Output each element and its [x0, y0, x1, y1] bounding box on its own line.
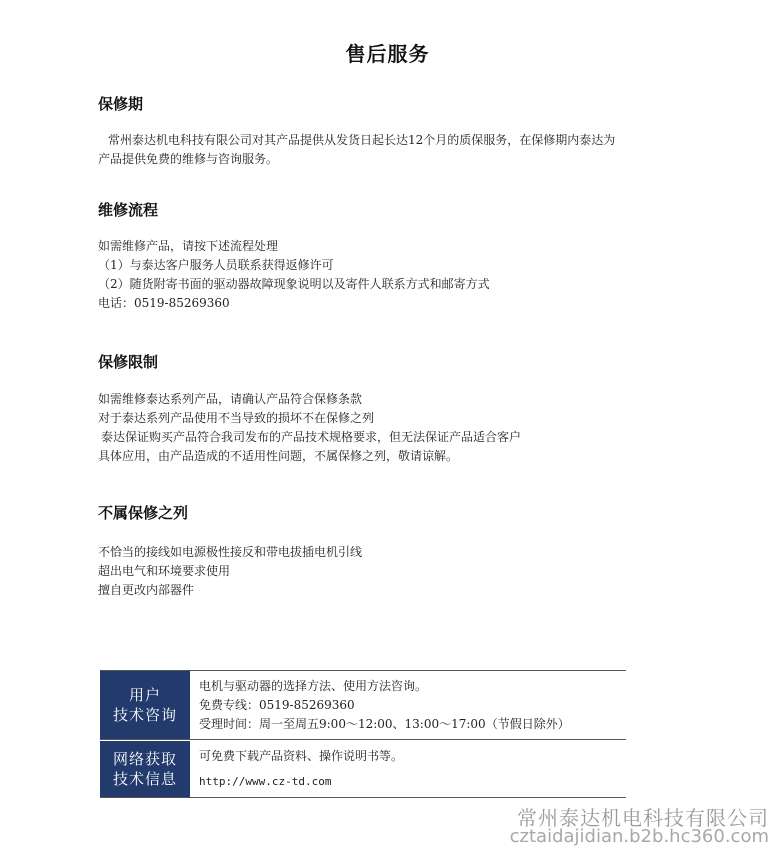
text-line: 对于泰达系列产品使用不当导致的损坏不在保修之列 — [98, 411, 375, 425]
text-line: 电机与驱动器的选择方法、使用方法咨询。 — [199, 678, 428, 693]
text-line: 如需维修泰达系列产品，请确认产品符合保修条款 — [98, 392, 363, 406]
user-support-label — [100, 671, 190, 739]
phone-line: 电话：0519-85269360 — [98, 296, 230, 310]
hotline-text: 免费专线：0519-85269360 — [199, 697, 355, 712]
section-heading-warranty-period: 保修期 — [98, 95, 144, 113]
text-line: （2）随货附寄书面的驱动器故障现象说明以及寄件人联系方式和邮寄方式 — [98, 277, 490, 291]
online-info-content — [190, 740, 626, 797]
online-info-label — [100, 740, 190, 797]
contact-row-user-support — [100, 671, 626, 739]
text-line: 常州泰达机电科技有限公司对其产品提供从发货日起长达12个月的质保服务，在保修期内泰达为 — [108, 133, 616, 147]
repair-process-text — [98, 237, 718, 313]
label-line: 技术信息 — [112, 770, 177, 788]
text-line: （1）与泰达客户服务人员联系获得返修许可 — [98, 258, 334, 272]
section-heading-not-covered: 不属保修之列 — [98, 504, 189, 522]
watermark-site-url: cztaidajidian.b2b.hc360.com — [509, 826, 769, 847]
contact-row-online-info — [100, 739, 626, 797]
section-heading-repair-process: 维修流程 — [98, 201, 159, 219]
text-line: 擅自更改内部器件 — [98, 583, 195, 597]
service-hours-text: 受理时间：周一至周五9:00～12:00、13:00～17:00（节假日除外） — [199, 716, 570, 731]
watermark-company-name: 常州泰达机电科技有限公司 — [517, 806, 769, 830]
not-covered-text — [98, 543, 718, 600]
label-line: 网络获取 — [112, 750, 177, 768]
warranty-limits-text — [98, 390, 718, 466]
website-link[interactable]: http://www.cz-td.com — [199, 774, 332, 788]
warranty-period-text — [98, 131, 718, 169]
text-line: 超出电气和环境要求使用 — [98, 564, 231, 578]
contact-box — [100, 670, 626, 798]
text-line: 不恰当的接线如电源极性接反和带电拔插电机引线 — [98, 545, 363, 559]
text-line: 产品提供免费的维修与咨询服务。 — [98, 152, 279, 166]
text-line: 泰达保证购买产品符合我司发布的产品技术规格要求，但无法保证产品适合客户 — [101, 430, 522, 444]
text-line: 可免费下载产品资料、操作说明书等。 — [199, 748, 404, 763]
text-line: 具体应用，由产品造成的不适用性问题，不属保修之列，敬请谅解。 — [98, 449, 459, 463]
user-support-content — [190, 671, 626, 739]
section-heading-warranty-limits: 保修限制 — [98, 353, 159, 371]
label-line: 技术咨询 — [112, 706, 177, 724]
page-title: 售后服务 — [345, 42, 430, 66]
text-line: 如需维修产品，请按下述流程处理 — [98, 239, 279, 253]
label-line: 用户 — [128, 686, 161, 704]
